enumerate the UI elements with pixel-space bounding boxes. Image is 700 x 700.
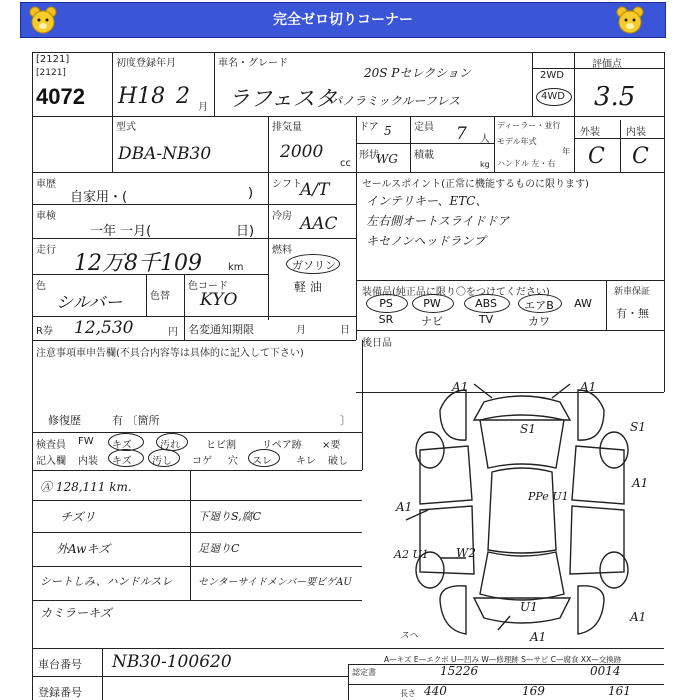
inspector-row2-rub: スレ (252, 456, 272, 467)
color-code-value: KYO (200, 290, 238, 310)
lot-number: 4072 (36, 84, 85, 109)
sales-point-label: セールスポイント(正常に機能するものに限ります) (362, 179, 589, 190)
name-change-label: 名変通知期限 (188, 323, 254, 336)
sales-point-2: 左右側オートスライドドア (366, 214, 510, 228)
inspector-row2-cut: キレ (296, 456, 316, 467)
inspector-row1-dirt: 汚れ (160, 440, 180, 451)
name-change-month: 月 (296, 325, 306, 336)
fuel-alt: 軽 油 (294, 280, 322, 294)
inspector-note-1: Ⓐ 128,111 km. (40, 480, 132, 494)
inspector-row1-fw: FW (78, 436, 94, 447)
color-code-label: 色コード (188, 281, 228, 292)
damage-label-tail: A1 (530, 630, 547, 644)
name-change-day: 日 (340, 325, 350, 336)
fuel-label: 燃料 (272, 245, 292, 256)
inspection-value: 一年 一月( (90, 224, 152, 239)
interior-scratch-circle (108, 449, 144, 467)
inspector-row2-hole: 穴 (228, 456, 238, 467)
equipment-pw-circle (412, 294, 454, 313)
model-label: 型式 (116, 122, 136, 133)
capacity-label: 定員 (414, 122, 434, 133)
inspector-note-right-2: 足廻りC (198, 542, 240, 555)
inspector-note-right-3: センターサイドメンバー要ビゲAU (198, 577, 352, 588)
repair-label: 修復歴 (48, 414, 81, 427)
shape-value: WG (376, 152, 398, 166)
inspector-row1-required: ×要 (322, 440, 341, 451)
repair-close: 〕 (340, 414, 351, 427)
inspector-note-5: カミラーキズ (40, 606, 112, 620)
inspection-day: 日) (236, 224, 255, 239)
equipment-abs: ABS (475, 297, 497, 310)
shift-value: A/T (300, 180, 330, 200)
equipment-airbag: エアB (524, 299, 554, 312)
damage-label-rear-left-door: W2 (456, 546, 476, 560)
km-label: km (228, 262, 244, 273)
inspector-row2-dirt: 汚し (152, 456, 172, 467)
door-label: ドア (359, 122, 379, 133)
length-label: 長さ (400, 689, 416, 698)
color-change-label: 色替 (150, 291, 170, 302)
mileage-label: 走行 (36, 245, 56, 256)
damage-label-front-right: A1 (580, 380, 597, 394)
drive-2wd: 2WD (540, 70, 564, 81)
length-value: 440 (424, 684, 447, 698)
exterior-score: C (588, 144, 605, 169)
damage-label-rear-left: A2 U1 (394, 548, 429, 561)
first-registration-month: 2 (176, 84, 190, 109)
equipment-sr: SR (378, 313, 394, 326)
inspector-row2-torn: 破し (328, 456, 348, 467)
equipment-aw: AW (574, 297, 592, 310)
new-warranty-value: 有・無 (616, 307, 649, 320)
damage-legend: A—キズ E—エクボ U—凹み W—修理跡 S—サビ C—腐食 XX—交換跡 (384, 655, 622, 664)
certificate-label: 認定書 (352, 668, 376, 677)
damage-label-right-fender: S1 (630, 420, 646, 434)
lot-code: [2121] (36, 68, 66, 78)
inspection-label: 車検 (36, 211, 56, 222)
aircon-value: AAC (300, 214, 338, 234)
model-year-label: モデル年式 (497, 137, 537, 146)
grade-line-1: 20S Pセレクション (364, 66, 471, 80)
lot-caption: [2121] (36, 54, 70, 65)
capacity-unit: 人 (480, 134, 490, 145)
color-value: シルバー (56, 293, 123, 313)
car-name-label: 車名・グレード (218, 58, 288, 69)
bear-mascot-icon (615, 5, 645, 35)
shift-label: シフト (272, 179, 302, 190)
new-warranty-label: 新車保証 (614, 287, 651, 297)
vehicle-type: 自家用・( (70, 190, 128, 205)
shape-label: 形状 (359, 150, 379, 161)
equipment-navi: ナビ (421, 315, 443, 328)
bear-mascot-icon (28, 5, 58, 35)
equipment-pw: PW (423, 297, 441, 310)
overall-score: 3.5 (594, 82, 636, 112)
inspector-row2-burn: コゲ (192, 456, 212, 467)
cc-label: cc (340, 158, 351, 169)
grade-line-2: パノラミックルーフレス (330, 94, 460, 108)
height-value: 161 (608, 684, 631, 698)
inspector-note-4: シートしみ、ハンドルスレ (40, 575, 173, 588)
damage-label-roof: PPe U1 (528, 490, 569, 503)
equipment-leather: カワ (528, 315, 550, 328)
registration-label: 登録番号 (38, 686, 82, 699)
model-code: DBA-NB30 (118, 144, 212, 164)
certificate-sub: 0014 (590, 664, 621, 678)
header-banner (20, 2, 666, 38)
capacity-value: 7 (456, 124, 467, 144)
inspector-row1-repair: リペア跡 (262, 440, 302, 451)
inspector-row2-interior: 内装 (78, 456, 98, 467)
damage-label-mudflap: スヘ (400, 631, 419, 641)
interior-label: 内装 (626, 127, 646, 138)
damage-label-left-door: A1 (396, 500, 413, 514)
score-label: 評価点 (592, 59, 622, 70)
year-label: 年 (562, 147, 570, 156)
equipment-ps-circle (366, 294, 408, 313)
inspector-row2-scratch: キズ (112, 456, 132, 467)
load-label: 積載 (414, 150, 434, 161)
handle-label: ハンドル 左・右 (497, 159, 556, 168)
damage-label-rear-right: A1 (630, 610, 647, 624)
damage-label-rear-bumper: U1 (520, 600, 538, 614)
damage-label-front-left: A1 (452, 380, 469, 394)
banner-title: 完全ゼロ切りコーナー (273, 12, 413, 28)
inspector-note-2: チズリ (60, 510, 96, 524)
equipment-tv: TV (478, 313, 494, 326)
vehicle-type-close: ) (248, 186, 254, 201)
damage-label-right-door: A1 (632, 476, 649, 490)
equipment-airbag-circle (518, 294, 562, 313)
equipment-label: 装備品(純正品に限り〇をつけてください) (362, 287, 550, 298)
color-label: 色 (36, 281, 46, 292)
interior-dirt-circle (148, 449, 180, 467)
equipment-ps: PS (379, 297, 393, 310)
width-value: 169 (522, 684, 545, 698)
vehicle-type-label: 車歴 (36, 179, 56, 190)
inspector-entry-label: 記入欄 (36, 456, 66, 467)
first-registration-label: 初度登録年月 (116, 58, 176, 69)
recycle-amount: 12,530 (74, 318, 134, 338)
recycle-label: R券 (36, 326, 53, 337)
displacement-label: 排気量 (272, 122, 302, 133)
notes-label: 注意事項車申告欄(不具合内容等は具体的に記入して下さい) (36, 348, 304, 359)
kg-label: kg (480, 160, 490, 169)
month-label: 月 (198, 102, 208, 113)
displacement-value: 2000 (280, 142, 324, 162)
repair-value: 有 〔箇所 (112, 414, 160, 427)
car-name: ラフェスタ (228, 87, 337, 112)
exterior-label: 外装 (580, 127, 600, 138)
aircon-label: 冷房 (272, 211, 292, 222)
interior-rub-circle (248, 449, 280, 467)
first-registration-year: H18 (118, 84, 166, 109)
inspector-label: 検査員 (36, 440, 66, 451)
dealer-label: ディーラー・並行 (497, 121, 561, 130)
sales-point-3: キセノンヘッドランプ (366, 234, 486, 248)
drive-4wd: 4WD (541, 91, 565, 102)
chassis-number: NB30-100620 (112, 652, 232, 672)
inspector-note-right-1: 下廻りS,腐C (198, 510, 262, 523)
fuel-value: ガソリン (292, 259, 336, 272)
damage-label-hood: S1 (520, 422, 536, 436)
sales-point-1: インテリキー、ETC、 (366, 194, 488, 208)
yen-label: 円 (168, 327, 178, 338)
certificate-value: 15226 (440, 664, 479, 678)
chassis-label: 車台番号 (38, 658, 82, 671)
equipment-abs-circle (464, 294, 510, 313)
inspector-row1-crack: ヒビ割 (206, 440, 236, 451)
mileage-value: 12万8千109 (74, 251, 202, 276)
interior-score: C (632, 144, 649, 169)
door-count: 5 (384, 124, 392, 138)
inspector-note-3: 外Awキズ (56, 542, 111, 556)
later-items-label: 後日品 (362, 338, 392, 349)
inspector-row1-scratch: キズ (112, 440, 132, 451)
